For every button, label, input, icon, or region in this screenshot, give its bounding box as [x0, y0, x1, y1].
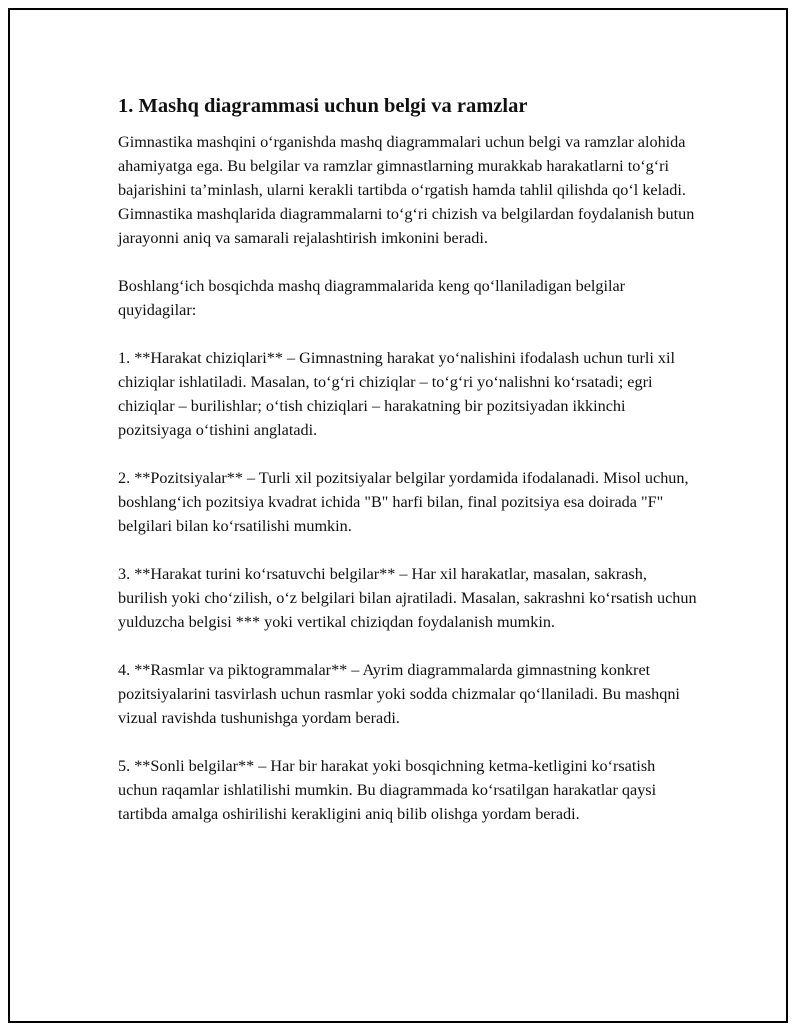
paragraph-item-5: 5. **Sonli belgilar** – Har bir harakat yoki bosqichning ketma-ketligini ko‘rsatish uchun raqamlar ishlatilishi mumkin. Bu diagrammada ko‘rsatilgan harakatlar qaysi tartibda amalga oshirilishi kerakligini aniq bilib olishga yordam beradi. — [118, 757, 657, 823]
paragraph-intro: Gimnastika mashqini o‘rganishda mashq diagrammalari uchun belgi va ramzlar alohida ahamiyatga ega. Bu belgilar va ramzlar gimnastlarning murakkab harakatlarni to‘g‘ri bajarishini ta’minlash, ularni kerakli tartibda o‘rgatish hamda tahlil qilishda qo‘l keladi. Gimnastika mashqlarida diagrammalarni to‘g‘ri chizish va belgilardan foydalanish butun jarayonni aniq va samarali rejalashtirish imkonini beradi. — [118, 133, 695, 247]
document-title: 1. Mashq diagrammasi uchun belgi va ramzlar — [118, 95, 528, 117]
paragraph-list-intro: Boshlang‘ich bosqichda mashq diagrammalarida keng qo‘llaniladigan belgilar quyidagilar: — [118, 277, 626, 319]
paragraph-item-1: 1. **Harakat chiziqlari** – Gimnastning harakat yo‘nalishini ifodalash uchun turli xil chiziqlar ishlatiladi. Masalan, to‘g‘ri chiziqlar – to‘g‘ri yo‘nalishni ko‘rsatadi; egri chiziqlar – burilishlar; o‘tish chiziqlari – harakatning bir pozitsiyadan ikkinchi pozitsiyaga o‘tishini anglatadi. — [118, 349, 675, 439]
document-body — [118, 92, 698, 850]
paragraph-item-2: 2. **Pozitsiyalar** – Turli xil pozitsiyalar belgilar yordamida ifodalanadi. Misol uchun, boshlang‘ich pozitsiya kvadrat ichida "B" harfi bilan, final pozitsiya esa doirada "F" belgilari bilan ko‘rsatilishi mumkin. — [118, 469, 689, 535]
paragraph-item-3: 3. **Harakat turini ko‘rsatuvchi belgilar** – Har xil harakatlar, masalan, sakrash, burilish yoki cho‘zilish, o‘z belgilari bilan ajratiladi. Masalan, sakrashni ko‘rsatish uchun yulduzcha belgisi *** yoki vertikal chiziqdan foydalanish mumkin. — [118, 565, 697, 631]
paragraph-item-4: 4. **Rasmlar va piktogrammalar** – Ayrim diagrammalarda gimnastning konkret pozitsiyalarini tasvirlash uchun rasmlar yoki sodda chizmalar qo‘llaniladi. Bu mashqni vizual ravishda tushunishga yordam beradi. — [118, 661, 680, 727]
